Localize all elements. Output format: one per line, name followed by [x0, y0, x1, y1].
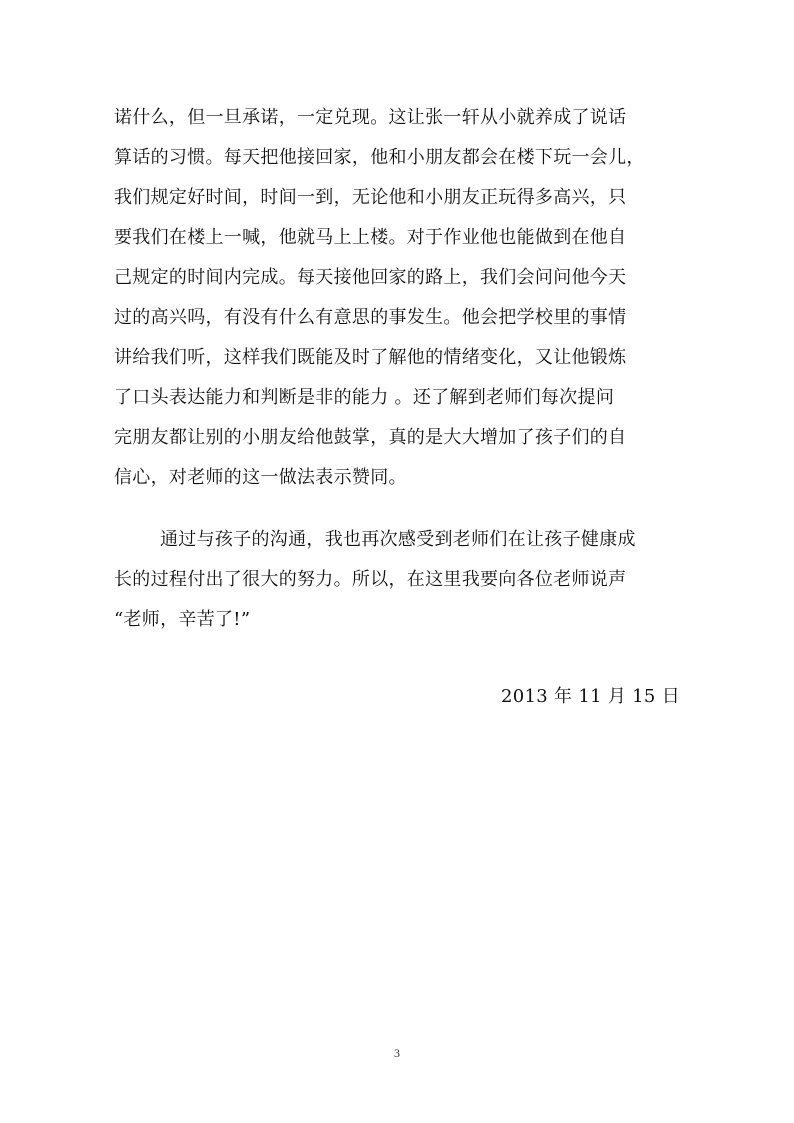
paragraph-line: 通过与孩子的沟通，我也再次感受到老师们在让孩子健康成 — [160, 529, 636, 550]
paragraph-1 — [114, 98, 680, 498]
paragraph-line: “老师，辛苦了!” — [114, 609, 251, 630]
page-number: 3 — [394, 1046, 400, 1060]
paragraph-line: 算话的习惯。每天把他接回家，他和小朋友都会在楼下玩一会儿， — [114, 147, 645, 168]
paragraph-line: 诺什么，但一旦承诺，一定兑现。这让张一轩从小就养成了说话 — [114, 107, 627, 128]
paragraph-line: 讲给我们听，这样我们既能及时了解他的情绪变化，又让他锻炼 — [114, 347, 627, 368]
paragraph-line: 过的高兴吗，有没有什么有意思的事发生。他会把学校里的事情 — [114, 307, 627, 328]
paragraph-line: 己规定的时间内完成。每天接他回家的路上，我们会问问他今天 — [114, 267, 627, 288]
paragraph-line: 要我们在楼上一喊，他就马上上楼。对于作业他也能做到在他自 — [114, 227, 627, 248]
document-date: 2013 年 11 月 15 日 — [500, 686, 680, 707]
paragraph-line: 完朋友都让别的小朋友给他鼓掌，真的是大大增加了孩子们的自 — [114, 427, 627, 448]
paragraph-line: 信心，对老师的这一做法表示赞同。 — [114, 467, 407, 488]
paragraph-line: 我们规定好时间，时间一到，无论他和小朋友正玩得多高兴，只 — [114, 187, 627, 208]
paragraph-line: 了口头表达能力和判断是非的能力 。还了解到老师们每次提问 — [114, 387, 615, 408]
paragraph-2 — [114, 520, 680, 640]
paragraph-line: 长的过程付出了很大的努力。所以，在这里我要向各位老师说声 — [114, 569, 627, 590]
